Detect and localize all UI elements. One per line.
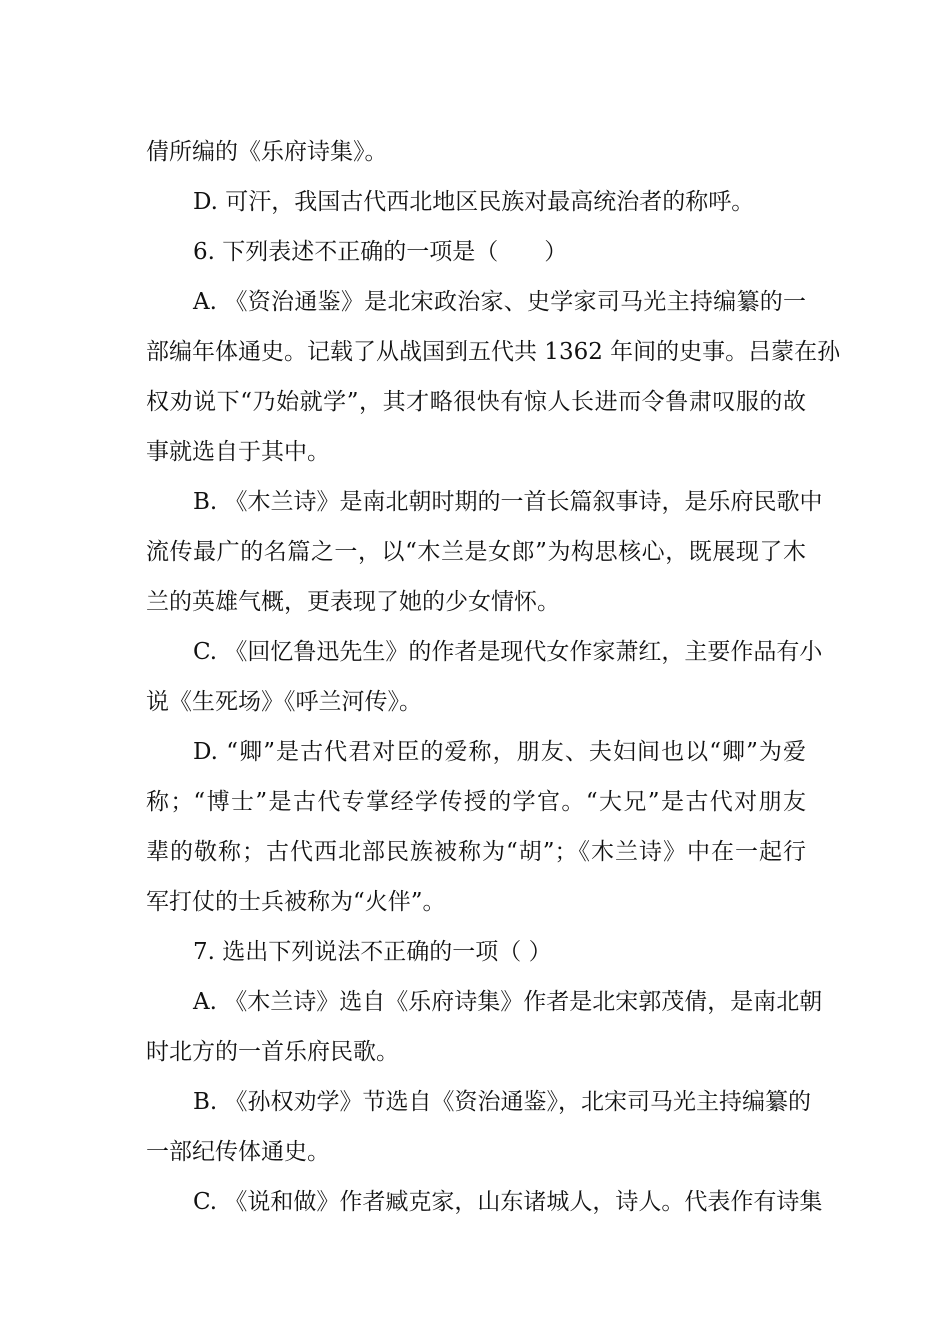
q6-option-b: B. 《木兰诗》是南北朝时期的一首长篇叙事诗，是乐府民歌中 — [193, 489, 823, 515]
q6-option-d: D. “卿”是古代君对臣的爱称，朋友、夫妇间也以“卿”为爱 — [193, 739, 806, 765]
text-line: 称；“博士”是古代专掌经学传授的学官。“大兄”是古代对朋友 — [146, 789, 806, 815]
option-d-khan: D. 可汗，我国古代西北地区民族对最高统治者的称呼。 — [193, 189, 755, 215]
q6-option-a: A. 《资治通鉴》是北宋政治家、史学家司马光主持编纂的一 — [193, 289, 806, 315]
text-line: 时北方的一首乐府民歌。 — [146, 1039, 399, 1065]
text-line: 说《生死场》《呼兰河传》。 — [146, 689, 422, 715]
text-line: 权劝说下“乃始就学”，其才略很快有惊人长进而令鲁肃叹服的故 — [146, 389, 806, 415]
text-line: 部编年体通史。记载了从战国到五代共 1362 年间的史事。吕蒙在孙 — [146, 339, 841, 365]
text-line: 流传最广的名篇之一，以“木兰是女郎”为构思核心，既展现了木 — [146, 539, 806, 565]
text-line: 兰的英雄气概，更表现了她的少女情怀。 — [146, 589, 560, 615]
q7-option-b: B. 《孙权劝学》节选自《资治通鉴》，北宋司马光主持编纂的 — [193, 1089, 812, 1115]
text-line: 倩所编的《乐府诗集》。 — [146, 139, 388, 165]
question-6: 6. 下列表述不正确的一项是（ ） — [193, 239, 568, 265]
q7-option-a: A. 《木兰诗》选自《乐府诗集》作者是北宋郭茂倩，是南北朝 — [193, 989, 823, 1015]
text-line: 一部纪传体通史。 — [146, 1139, 330, 1165]
text-line: 军打仗的士兵被称为“火伴”。 — [146, 889, 446, 915]
q7-option-c: C. 《说和做》作者臧克家，山东诸城人，诗人。代表作有诗集 — [193, 1189, 823, 1215]
text-line: 辈的敬称；古代西北部民族被称为“胡”；《木兰诗》中在一起行 — [146, 839, 806, 865]
q6-option-c: C. 《回忆鲁迅先生》的作者是现代女作家萧红，主要作品有小 — [193, 639, 823, 665]
text-line: 事就选自于其中。 — [146, 439, 330, 465]
question-7: 7. 选出下列说法不正确的一项（ ） — [193, 939, 552, 965]
